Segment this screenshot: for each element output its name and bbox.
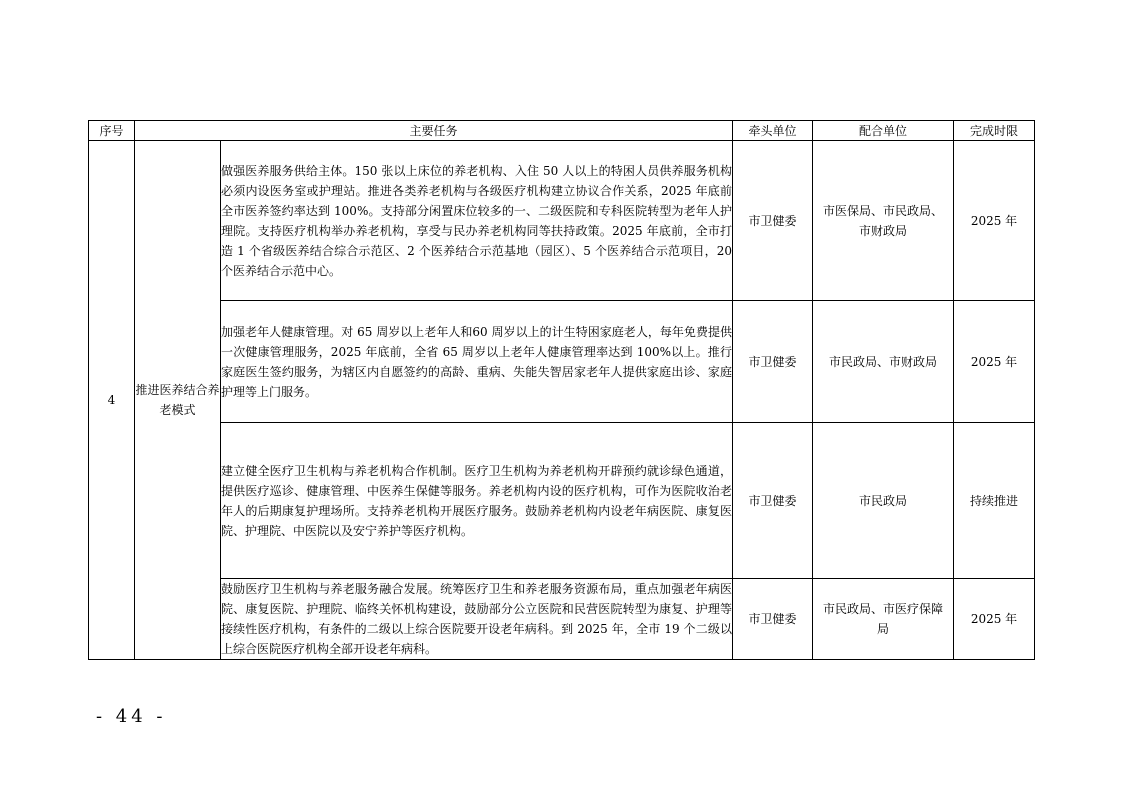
task-description: 做强医养服务供给主体。150 张以上床位的养老机构、入住 50 人以上的特困人员供养服务机构必须内设医务室或护理站。推进各类养老机构与各级医疗机构建立协议合作关系，2025 年底前全市医养签约率达到 100%。支持部分闲置床位较多的一、二级医院和专科医院转型为老年人护理院。支持医疗机构举办养老机构，享受与民办养老机构同等扶持政策。2025 年底前，全市打造 1 个省级医养结合综合示范区、2 个医养结合示范基地（园区）、5 个医养结合示范项目，20 个医养结合示范中心。 [221,141,733,301]
header-partner-units: 配合单位 [813,121,954,141]
partner-units: 市民政局、市医疗保障局 [813,579,954,660]
table-row [89,301,1035,423]
lead-unit: 市卫健委 [733,579,813,660]
task-description: 加强老年人健康管理。对 65 周岁以上老年人和60 周岁以上的计生特困家庭老人，每年免费提供一次健康管理服务，2025 年底前，全省 65 周岁以上老年人健康管理率达到 100%以上。推行家庭医生签约服务，为辖区内自愿签约的高龄、重病、失能失智居家老年人提供家庭出诊、家庭护理等上门服务。 [221,301,733,423]
header-main-task: 主要任务 [135,121,733,141]
lead-unit: 市卫健委 [733,423,813,579]
deadline: 2025 年 [954,579,1035,660]
header-serial: 序号 [89,121,135,141]
task-description: 鼓励医疗卫生机构与养老服务融合发展。统筹医疗卫生和养老服务资源布局，重点加强老年病医院、康复医院、护理院、临终关怀机构建设，鼓励部分公立医院和民营医院转型为康复、护理等接续性医疗机构，有条件的二级以上综合医院要开设老年病科。到 2025 年，全市 19 个二级以上综合医院医疗机构全部开设老年病科。 [221,579,733,660]
header-deadline: 完成时限 [954,121,1035,141]
table-row [89,579,1035,660]
header-lead-unit: 牵头单位 [733,121,813,141]
lead-unit: 市卫健委 [733,301,813,423]
deadline: 2025 年 [954,141,1035,301]
table-row [89,141,1035,301]
deadline: 2025 年 [954,301,1035,423]
table-row [89,423,1035,579]
task-table [88,120,1035,660]
partner-units: 市医保局、市民政局、市财政局 [813,141,954,301]
task-description: 建立健全医疗卫生机构与养老机构合作机制。医疗卫生机构为养老机构开辟预约就诊绿色通道，提供医疗巡诊、健康管理、中医养生保健等服务。养老机构内设的医疗机构，可作为医院收治老年人的后期康复护理场所。支持养老机构开展医疗服务。鼓励养老机构内设老年病医院、康复医院、护理院、中医院以及安宁养护等医疗机构。 [221,423,733,579]
page-number: - 44 - [96,706,167,727]
partner-units: 市民政局 [813,423,954,579]
header-row [89,121,1035,141]
group-title: 推进医养结合养老模式 [135,141,221,660]
lead-unit: 市卫健委 [733,141,813,301]
deadline: 持续推进 [954,423,1035,579]
partner-units: 市民政局、市财政局 [813,301,954,423]
group-number: 4 [89,141,135,660]
